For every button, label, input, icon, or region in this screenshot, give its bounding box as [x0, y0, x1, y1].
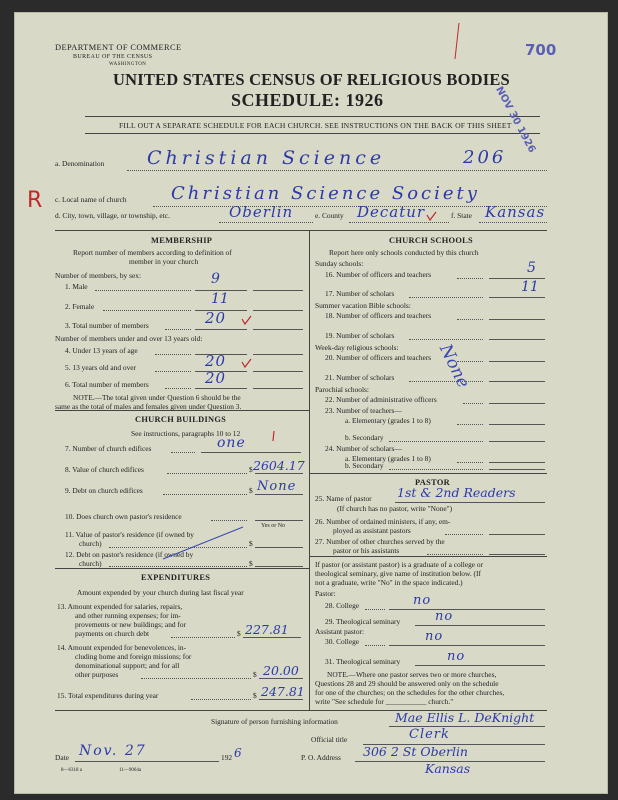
q14-label-3: denominational support; and for all: [75, 661, 180, 670]
q23a-leader: [457, 424, 483, 425]
q10-leader: [211, 520, 247, 521]
q7-leader: [171, 452, 195, 453]
q8-value: 2604.17: [253, 458, 305, 473]
q31-label: 31. Theological seminary: [325, 657, 401, 666]
q18-leader: [457, 319, 483, 320]
local-name-label: c. Local name of church: [55, 195, 127, 204]
q24b-label: b. Secondary: [345, 461, 384, 470]
pastor-title: PASTOR: [415, 478, 450, 487]
q6-label: 6. Total number of members: [65, 380, 149, 389]
q29-answer-line: [415, 625, 545, 626]
q4-label: 4. Under 13 years of age: [65, 346, 138, 355]
department-name: DEPARTMENT OF COMMERCE: [55, 43, 182, 52]
header-rule: [85, 116, 540, 117]
q18-label: 18. Number of officers and teachers: [325, 311, 432, 320]
membership-intro-1: Report number of members according to definition of: [73, 248, 232, 257]
pastor-note-2: Questions 28 and 29 should be answered only on the schedule: [315, 679, 499, 688]
q19-leader: [409, 339, 483, 340]
buildings-intro: See instructions, paragraphs 10 to 12: [131, 429, 241, 438]
q28-answer-line: [389, 609, 545, 610]
q3-value: 20: [205, 309, 227, 327]
po-address-label: P. O. Address: [301, 753, 341, 762]
official-title-label: Official title: [311, 735, 348, 744]
q24-label: 24. Number of scholars—: [325, 444, 402, 453]
q14-label-1: 14. Amount expended for benevolences, in-: [57, 643, 187, 652]
q20-label: 20. Number of officers and teachers: [325, 353, 432, 362]
buildings-title: CHURCH BUILDINGS: [135, 415, 227, 424]
q15-dollar: $: [253, 691, 257, 700]
form-title: UNITED STATES CENSUS OF RELIGIOUS BODIES: [113, 70, 510, 89]
q12-label-2: church): [79, 559, 102, 568]
red-margin-mark: R: [27, 188, 43, 213]
q26-label-2: ployed as assistant pastors: [333, 526, 411, 535]
q9-label: 9. Debt on church edifices: [65, 486, 143, 495]
receipt-number-stamp: 700: [525, 41, 557, 59]
form-number-2: 11—9064a: [119, 768, 142, 773]
q6-extra-line: [253, 388, 303, 389]
q7-label: 7. Number of church edifices: [65, 444, 152, 453]
q24a-label: a. Elementary (grades 1 to 8): [345, 454, 431, 463]
q8-answer-line: [255, 473, 303, 474]
q13-label-2: and other running expenses; for im-: [75, 611, 181, 620]
q16-label: 16. Number of officers and teachers: [325, 270, 432, 279]
q27-leader: [427, 554, 483, 555]
q8-leader: [167, 473, 247, 474]
q28-value: no: [413, 593, 432, 608]
q14-label-2: cluding home and foreign missions; for: [75, 652, 192, 661]
q11-label-1: 11. Value of pastor's residence (if owned by: [65, 530, 194, 539]
pastor-note-4: write "See schedule for ___________ church.": [315, 697, 454, 706]
po-address-value-2: Kansas: [425, 761, 471, 776]
schools-title: CHURCH SCHOOLS: [389, 236, 474, 245]
pastor-subheading: Pastor:: [315, 589, 336, 598]
bureau-city: WASHINGTON: [109, 62, 147, 67]
q13-answer-line: [243, 637, 301, 638]
q31-value: no: [447, 649, 466, 664]
q1-extra-line: [253, 290, 303, 291]
graduate-note-3: not a graduate, write "No" in the space indicated.): [315, 578, 463, 587]
q13-label-1: 13. Amount expended for salaries, repairs,: [57, 602, 183, 611]
denomination-value: Christian Science: [147, 147, 386, 169]
q25-answer-line: [395, 502, 545, 503]
q21-label: 21. Number of scholars: [325, 373, 395, 382]
county-line: [349, 222, 449, 223]
tick-q7: [273, 431, 274, 441]
q27-answer-line: [489, 554, 545, 555]
q15-answer-line: [259, 699, 303, 700]
q28-label: 28. College: [325, 601, 360, 610]
header-rule-2: [85, 133, 540, 134]
q25-value: 1st & 2nd Readers: [397, 485, 516, 500]
q16-value: 5: [527, 260, 536, 276]
official-title-value: Clerk: [409, 727, 450, 742]
q2-extra-line: [253, 310, 303, 311]
q17-label: 17. Number of scholars: [325, 289, 395, 298]
grid-rule-pastor: [309, 473, 547, 474]
grid-rule-graduate: [309, 556, 547, 557]
q23-label: 23. Number of teachers—: [325, 406, 402, 415]
local-name-value: Christian Science Society: [171, 183, 480, 204]
q3-label: 3. Total number of members: [65, 321, 149, 330]
signature-value: Mae Ellis L. DeKnight: [395, 710, 535, 725]
membership-title: MEMBERSHIP: [151, 236, 213, 245]
q21-answer-line: [489, 381, 545, 382]
q9-leader: [163, 494, 247, 495]
q1-leader: [95, 290, 191, 291]
q26-label-1: 26. Number of ordained ministers, if any, em-: [315, 517, 451, 526]
q29-label: 29. Theological seminary: [325, 617, 401, 626]
received-date-stamp: NOV 30 1926: [493, 85, 538, 155]
q25-instruction: (If church has no pastor, write "None"): [337, 504, 453, 513]
q15-leader: [191, 699, 251, 700]
q24a-leader: [457, 462, 483, 463]
grid-center-rule: [309, 230, 310, 710]
q3-answer-line: [195, 329, 247, 330]
membership-note-1: NOTE.—The total given under Question 6 should be the: [73, 393, 241, 402]
q9-dollar: $: [249, 486, 253, 495]
q14-answer-line: [259, 678, 303, 679]
q13-leader: [171, 637, 235, 638]
q5-extra-line: [253, 371, 303, 372]
state-value: Kansas: [485, 203, 546, 221]
q31-answer-line: [415, 665, 545, 666]
q10-yes-no-hint: Yes or No: [261, 523, 286, 529]
q13-dollar: $: [237, 629, 241, 638]
q12-leader: [109, 566, 247, 567]
q11-label-2: church): [79, 539, 102, 548]
pastor-note-3: for one of the churches; on the schedules for the other churches,: [315, 688, 505, 697]
q2-leader: [103, 310, 191, 311]
expenditures-title: EXPENDITURES: [141, 573, 211, 582]
q14-leader: [141, 678, 251, 679]
q23a-label: a. Elementary (grades 1 to 8): [345, 416, 431, 425]
city-line: [219, 222, 313, 223]
q7-value: one: [217, 435, 246, 451]
grid-top-rule: [55, 230, 547, 231]
q23b-leader: [389, 441, 483, 442]
denomination-line: [127, 170, 547, 171]
form-instruction: FILL OUT A SEPARATE SCHEDULE FOR EACH CHURCH. SEE INSTRUCTIONS ON THE BACK OF THIS SHEET: [119, 121, 512, 130]
schools-none-mark: None: [435, 341, 474, 392]
q2-value: 11: [211, 291, 229, 307]
q26-answer-line: [489, 534, 545, 535]
q19-label: 19. Number of scholars: [325, 331, 395, 340]
city-label: d. City, town, village, or township, etc.: [55, 211, 170, 220]
q29-value: no: [435, 609, 454, 624]
q11-answer-line: [255, 547, 303, 548]
q30-answer-line: [389, 645, 545, 646]
q1-label: 1. Male: [65, 282, 88, 291]
q6-value: 20: [205, 369, 227, 387]
q22-answer-line: [489, 403, 545, 404]
q12-answer-line: [255, 566, 303, 567]
po-address-value: 306 2 St Oberlin: [363, 744, 468, 759]
pastor-note-1: NOTE.—Where one pastor serves two or more churches,: [327, 670, 497, 679]
q19-answer-line: [489, 339, 545, 340]
members-by-age-label: Number of members under and over 13 years old:: [55, 334, 203, 343]
tick-q3: [242, 316, 251, 324]
members-by-sex-label: Number of members, by sex:: [55, 271, 141, 280]
date-line: [75, 761, 219, 762]
q8-label: 8. Value of church edifices: [65, 465, 144, 474]
date-label: Date: [55, 753, 69, 762]
q14-dollar: $: [253, 670, 257, 679]
q15-value: 247.81: [261, 684, 305, 699]
year-suffix: 6: [234, 746, 242, 760]
bureau-name: BUREAU OF THE CENSUS: [73, 54, 153, 60]
q13-label-4: payments on church debt: [75, 629, 150, 638]
q20-answer-line: [489, 361, 545, 362]
q30-leader: [365, 645, 385, 646]
date-value: Nov. 27: [79, 743, 147, 759]
q11-dollar: $: [249, 539, 253, 548]
q27-label-2: pastor or his assistants: [333, 546, 400, 555]
city-value: Oberlin: [229, 203, 294, 221]
q3-extra-line: [253, 329, 303, 330]
denomination-code: 206: [463, 147, 507, 168]
assistant-pastor-subheading: Assistant pastor:: [315, 627, 365, 636]
q6-answer-line: [195, 388, 247, 389]
county-value: Decatur: [357, 203, 426, 221]
q6-leader: [165, 388, 191, 389]
q30-value: no: [425, 629, 444, 644]
q1-value: 9: [211, 271, 220, 287]
q9-value: None: [257, 479, 297, 494]
q12-label-1: 12. Debt on pastor's residence (if owned by: [65, 550, 194, 559]
q23b-answer-line: [489, 441, 545, 442]
graduate-note-2: theological seminary, give name of institution below. (If: [315, 569, 481, 578]
q17-leader: [409, 297, 483, 298]
q27-label-1: 27. Number of other churches served by the: [315, 537, 445, 546]
q18-answer-line: [489, 319, 545, 320]
q7-answer-line: [201, 452, 301, 453]
q10-answer-line: [255, 520, 303, 521]
grid-rule-expenditures: [55, 568, 309, 569]
tick-county: [427, 212, 436, 220]
expenditures-intro: Amount expended by your church during last fiscal year: [77, 588, 244, 597]
census-schedule-sheet: [14, 12, 608, 794]
tick-top: [455, 23, 459, 59]
q5-label: 5. 13 years old and over: [65, 363, 137, 372]
signature-label: Signature of person furnishing information: [211, 717, 338, 726]
denomination-label: a. Denomination: [55, 159, 105, 168]
q13-label-3: provements or new buildings; and for: [75, 620, 187, 629]
county-label: e. County: [315, 211, 344, 220]
q12-dollar: $: [249, 559, 253, 568]
q4-extra-line: [253, 354, 303, 355]
q16-leader: [457, 278, 483, 279]
q13-value: 227.81: [245, 622, 289, 637]
tick-q6: [242, 359, 251, 367]
q25-label: 25. Name of pastor: [315, 494, 372, 503]
q9-answer-line: [255, 494, 303, 495]
state-line: [479, 222, 547, 223]
q4-leader: [155, 354, 191, 355]
q28-leader: [365, 609, 385, 610]
q5-value: 20: [205, 352, 227, 370]
q22-leader: [463, 403, 483, 404]
q26-leader: [445, 534, 483, 535]
q2-label: 2. Female: [65, 302, 95, 311]
q24a-answer-line: [489, 462, 545, 463]
q24b-leader: [389, 469, 483, 470]
year-prefix: 192: [221, 753, 233, 762]
q15-label: 15. Total expenditures during year: [57, 691, 159, 700]
q14-label-4: other purposes: [75, 670, 119, 679]
q8-dollar: $: [249, 465, 253, 474]
form-number: 8—6318 a: [61, 768, 82, 773]
q24b-answer-line: [489, 469, 545, 470]
q23b-label: b. Secondary: [345, 433, 384, 442]
membership-intro-2: member in your church: [129, 257, 199, 266]
state-label: f. State: [451, 211, 472, 220]
q23a-answer-line: [489, 424, 545, 425]
q17-answer-line: [489, 297, 545, 298]
graduate-note-1: If pastor (or assistant pastor) is a graduate of a college or: [315, 560, 484, 569]
q17-value: 11: [521, 279, 539, 295]
membership-note-2: same as the total of males and females given under Question 3.: [55, 402, 242, 411]
q10-label: 10. Does church own pastor's residence: [65, 512, 182, 521]
schedule-title: SCHEDULE: 1926: [231, 90, 384, 110]
schools-intro: Report here only schools conducted by this church: [329, 248, 479, 257]
q5-leader: [155, 371, 191, 372]
sunday-schools-label: Sunday schools:: [315, 259, 364, 268]
q11-leader: [109, 547, 247, 548]
q14-value: 20.00: [263, 663, 299, 678]
q3-leader: [165, 329, 191, 330]
weekday-schools-label: Week-day religious schools:: [315, 343, 399, 352]
summer-schools-label: Summer vacation Bible schools:: [315, 301, 411, 310]
q30-label: 30. College: [325, 637, 360, 646]
parochial-schools-label: Parochial schools:: [315, 385, 369, 394]
q22-label: 22. Number of administrative officers: [325, 395, 437, 404]
